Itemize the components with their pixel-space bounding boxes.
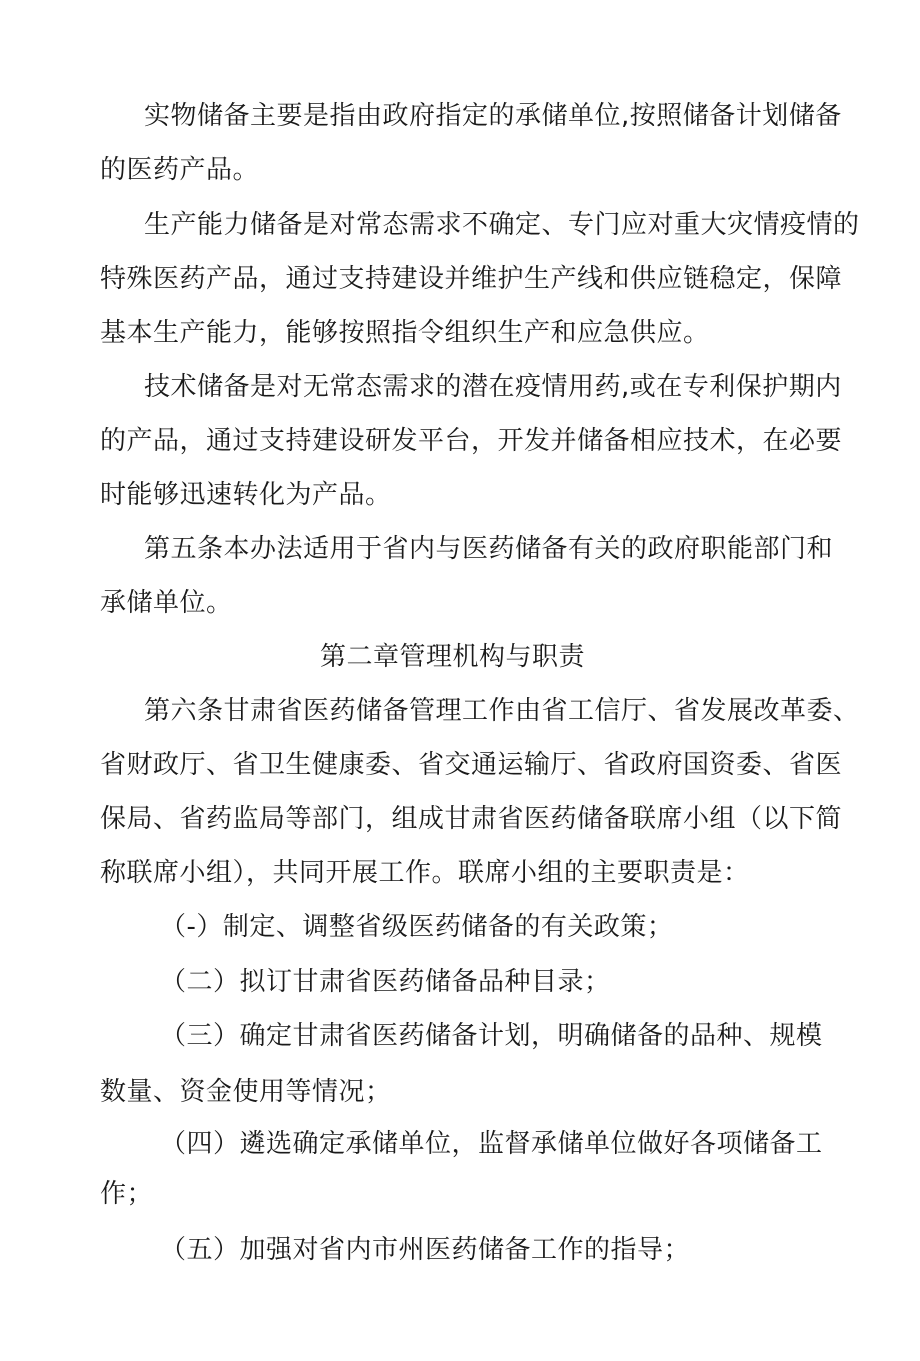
list-item: （三）确定甘肃省医药储备计划，明确储备的品种、规模	[160, 1021, 823, 1051]
paragraph-line: 特殊医药产品，通过支持建设并维护生产线和供应链稳定，保障	[100, 264, 843, 294]
paragraph-line: 基本生产能力，能够按照指令组织生产和应急供应。	[100, 318, 710, 348]
list-item-continuation: 数量、资金使用等情况；	[100, 1077, 392, 1107]
paragraph-line: 技术储备是对无常态需求的潜在疫情用药,或在专利保护期内	[144, 372, 842, 402]
list-item: （-）制定、调整省级医药储备的有关政策；	[160, 912, 674, 942]
paragraph-line: 的产品，通过支持建设研发平台，开发并储备相应技术，在必要	[100, 426, 843, 456]
paragraph-line: 第五条本办法适用于省内与医药储备有关的政府职能部门和	[144, 534, 834, 564]
paragraph-line: 时能够迅速转化为产品。	[100, 480, 392, 510]
paragraph-line: 保局、省药监局等部门，组成甘肃省医药储备联席小组（以下简	[100, 804, 843, 834]
paragraph-line: 的医药产品。	[100, 155, 260, 185]
paragraph-line: 实物储备主要是指由政府指定的承储单位,按照储备计划储备	[144, 101, 842, 131]
paragraph-line: 第六条甘肃省医药储备管理工作由省工信厅、省发展改革委、	[144, 696, 860, 726]
paragraph-line: 称联席小组），共同开展工作。联席小组的主要职责是：	[100, 858, 750, 888]
list-item: （五）加强对省内市州医药储备工作的指导；	[160, 1235, 691, 1265]
list-item: （二）拟订甘肃省医药储备品种目录；	[160, 967, 611, 997]
paragraph-line: 承储单位。	[100, 588, 233, 618]
list-item: （四）遴选确定承储单位，监督承储单位做好各项储备工	[160, 1129, 823, 1159]
paragraph-line: 生产能力储备是对常态需求不确定、专门应对重大灾情疫情的	[144, 210, 860, 240]
chapter-heading: 第二章管理机构与职责	[320, 642, 586, 672]
paragraph-line: 省财政厅、省卫生健康委、省交通运输厅、省政府国资委、省医	[100, 750, 843, 780]
list-item-continuation: 作；	[100, 1179, 154, 1209]
